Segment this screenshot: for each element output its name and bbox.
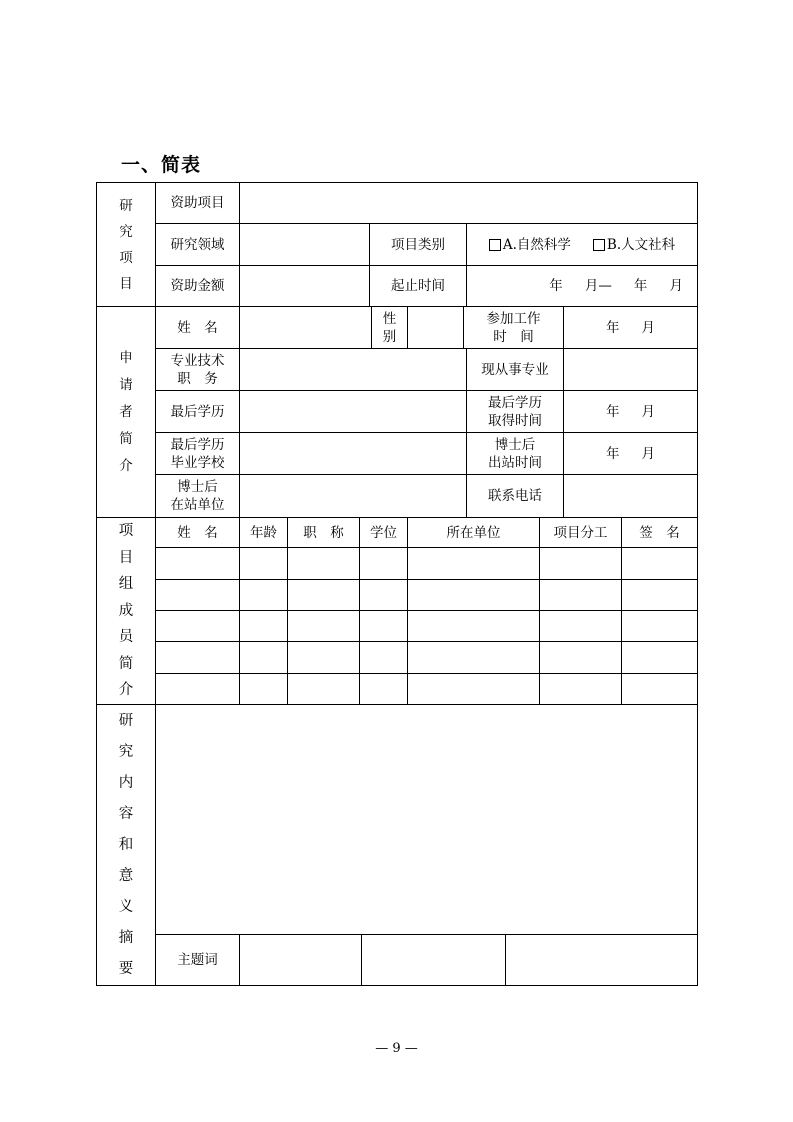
rule [697, 182, 698, 986]
education-label: 最后学历 [170, 403, 225, 420]
work-start-value[interactable]: 年 月 [605, 319, 656, 336]
period-value[interactable]: 年 月— 年 月 [549, 278, 683, 294]
research-field-input[interactable] [240, 224, 369, 265]
rule [155, 641, 697, 642]
school-input[interactable] [240, 433, 466, 474]
education-date-value[interactable]: 年 月 [605, 403, 656, 420]
rule [155, 673, 697, 674]
rule [96, 985, 697, 986]
checkbox-natural-science[interactable] [489, 239, 501, 251]
option-b-label: B.人文社科 [606, 236, 676, 253]
phone-label: 联系电话 [488, 488, 542, 504]
member-col-role: 项目分工 [553, 524, 608, 541]
name-input[interactable] [240, 307, 371, 348]
name-label: 姓 名 [177, 319, 218, 336]
section-label-abstract: 研 究 内 容 和 意 义 摘 要 [118, 712, 134, 977]
school-label: 最后学历 毕业学校 [170, 436, 225, 471]
gender-input[interactable] [408, 307, 463, 348]
section-label-research: 研 究 项 目 [119, 197, 133, 292]
rule [155, 610, 697, 611]
rule [155, 579, 697, 580]
member-col-age: 年龄 [250, 524, 277, 541]
option-a-label: A.自然科学 [502, 236, 571, 253]
category-label: 项目类别 [391, 236, 445, 253]
page-number: — 9 — [375, 1041, 418, 1056]
keyword-input-3[interactable] [506, 935, 697, 985]
member-col-name: 姓 名 [177, 524, 218, 541]
title-label: 专业技术 职 务 [170, 352, 225, 387]
category-options [467, 224, 697, 265]
keyword-input-1[interactable] [240, 935, 361, 985]
checkbox-humanities[interactable] [593, 239, 605, 251]
page-heading: 一、简表 [121, 154, 202, 176]
member-col-degree: 学位 [370, 524, 397, 541]
abstract-input[interactable] [156, 705, 697, 934]
education-input[interactable] [240, 391, 466, 432]
postdoc-out-value[interactable]: 年 月 [605, 445, 656, 462]
section-label-applicant: 申 请 者 简 介 [119, 349, 133, 474]
education-date-label: 最后学历 取得时间 [488, 394, 542, 429]
current-major-input[interactable] [564, 349, 697, 390]
member-col-signature: 签 名 [639, 524, 680, 541]
postdoc-unit-label: 博士后 在站单位 [170, 479, 225, 513]
funded-project-field[interactable] [240, 183, 697, 223]
member-col-title: 职 称 [303, 524, 344, 541]
current-major-label: 现从事专业 [481, 361, 549, 378]
section-label-members: 项 目 组 成 员 简 介 [118, 523, 134, 699]
rule [155, 547, 697, 548]
keywords-label: 主题词 [177, 952, 218, 968]
keyword-input-2[interactable] [362, 935, 505, 985]
gender-label: 性 别 [382, 310, 397, 345]
phone-input[interactable] [564, 475, 697, 517]
title-input[interactable] [240, 349, 466, 390]
member-col-unit: 所在单位 [446, 524, 501, 541]
funded-project-label: 资助项目 [170, 195, 225, 211]
work-start-label: 参加工作 时 间 [486, 310, 541, 345]
postdoc-unit-input[interactable] [240, 475, 466, 517]
postdoc-out-label: 博士后 出站时间 [488, 436, 542, 471]
period-label: 起止时间 [391, 278, 445, 294]
amount-label: 资助金额 [170, 278, 225, 294]
amount-input[interactable] [240, 266, 369, 306]
research-field-label: 研究领域 [170, 236, 225, 253]
